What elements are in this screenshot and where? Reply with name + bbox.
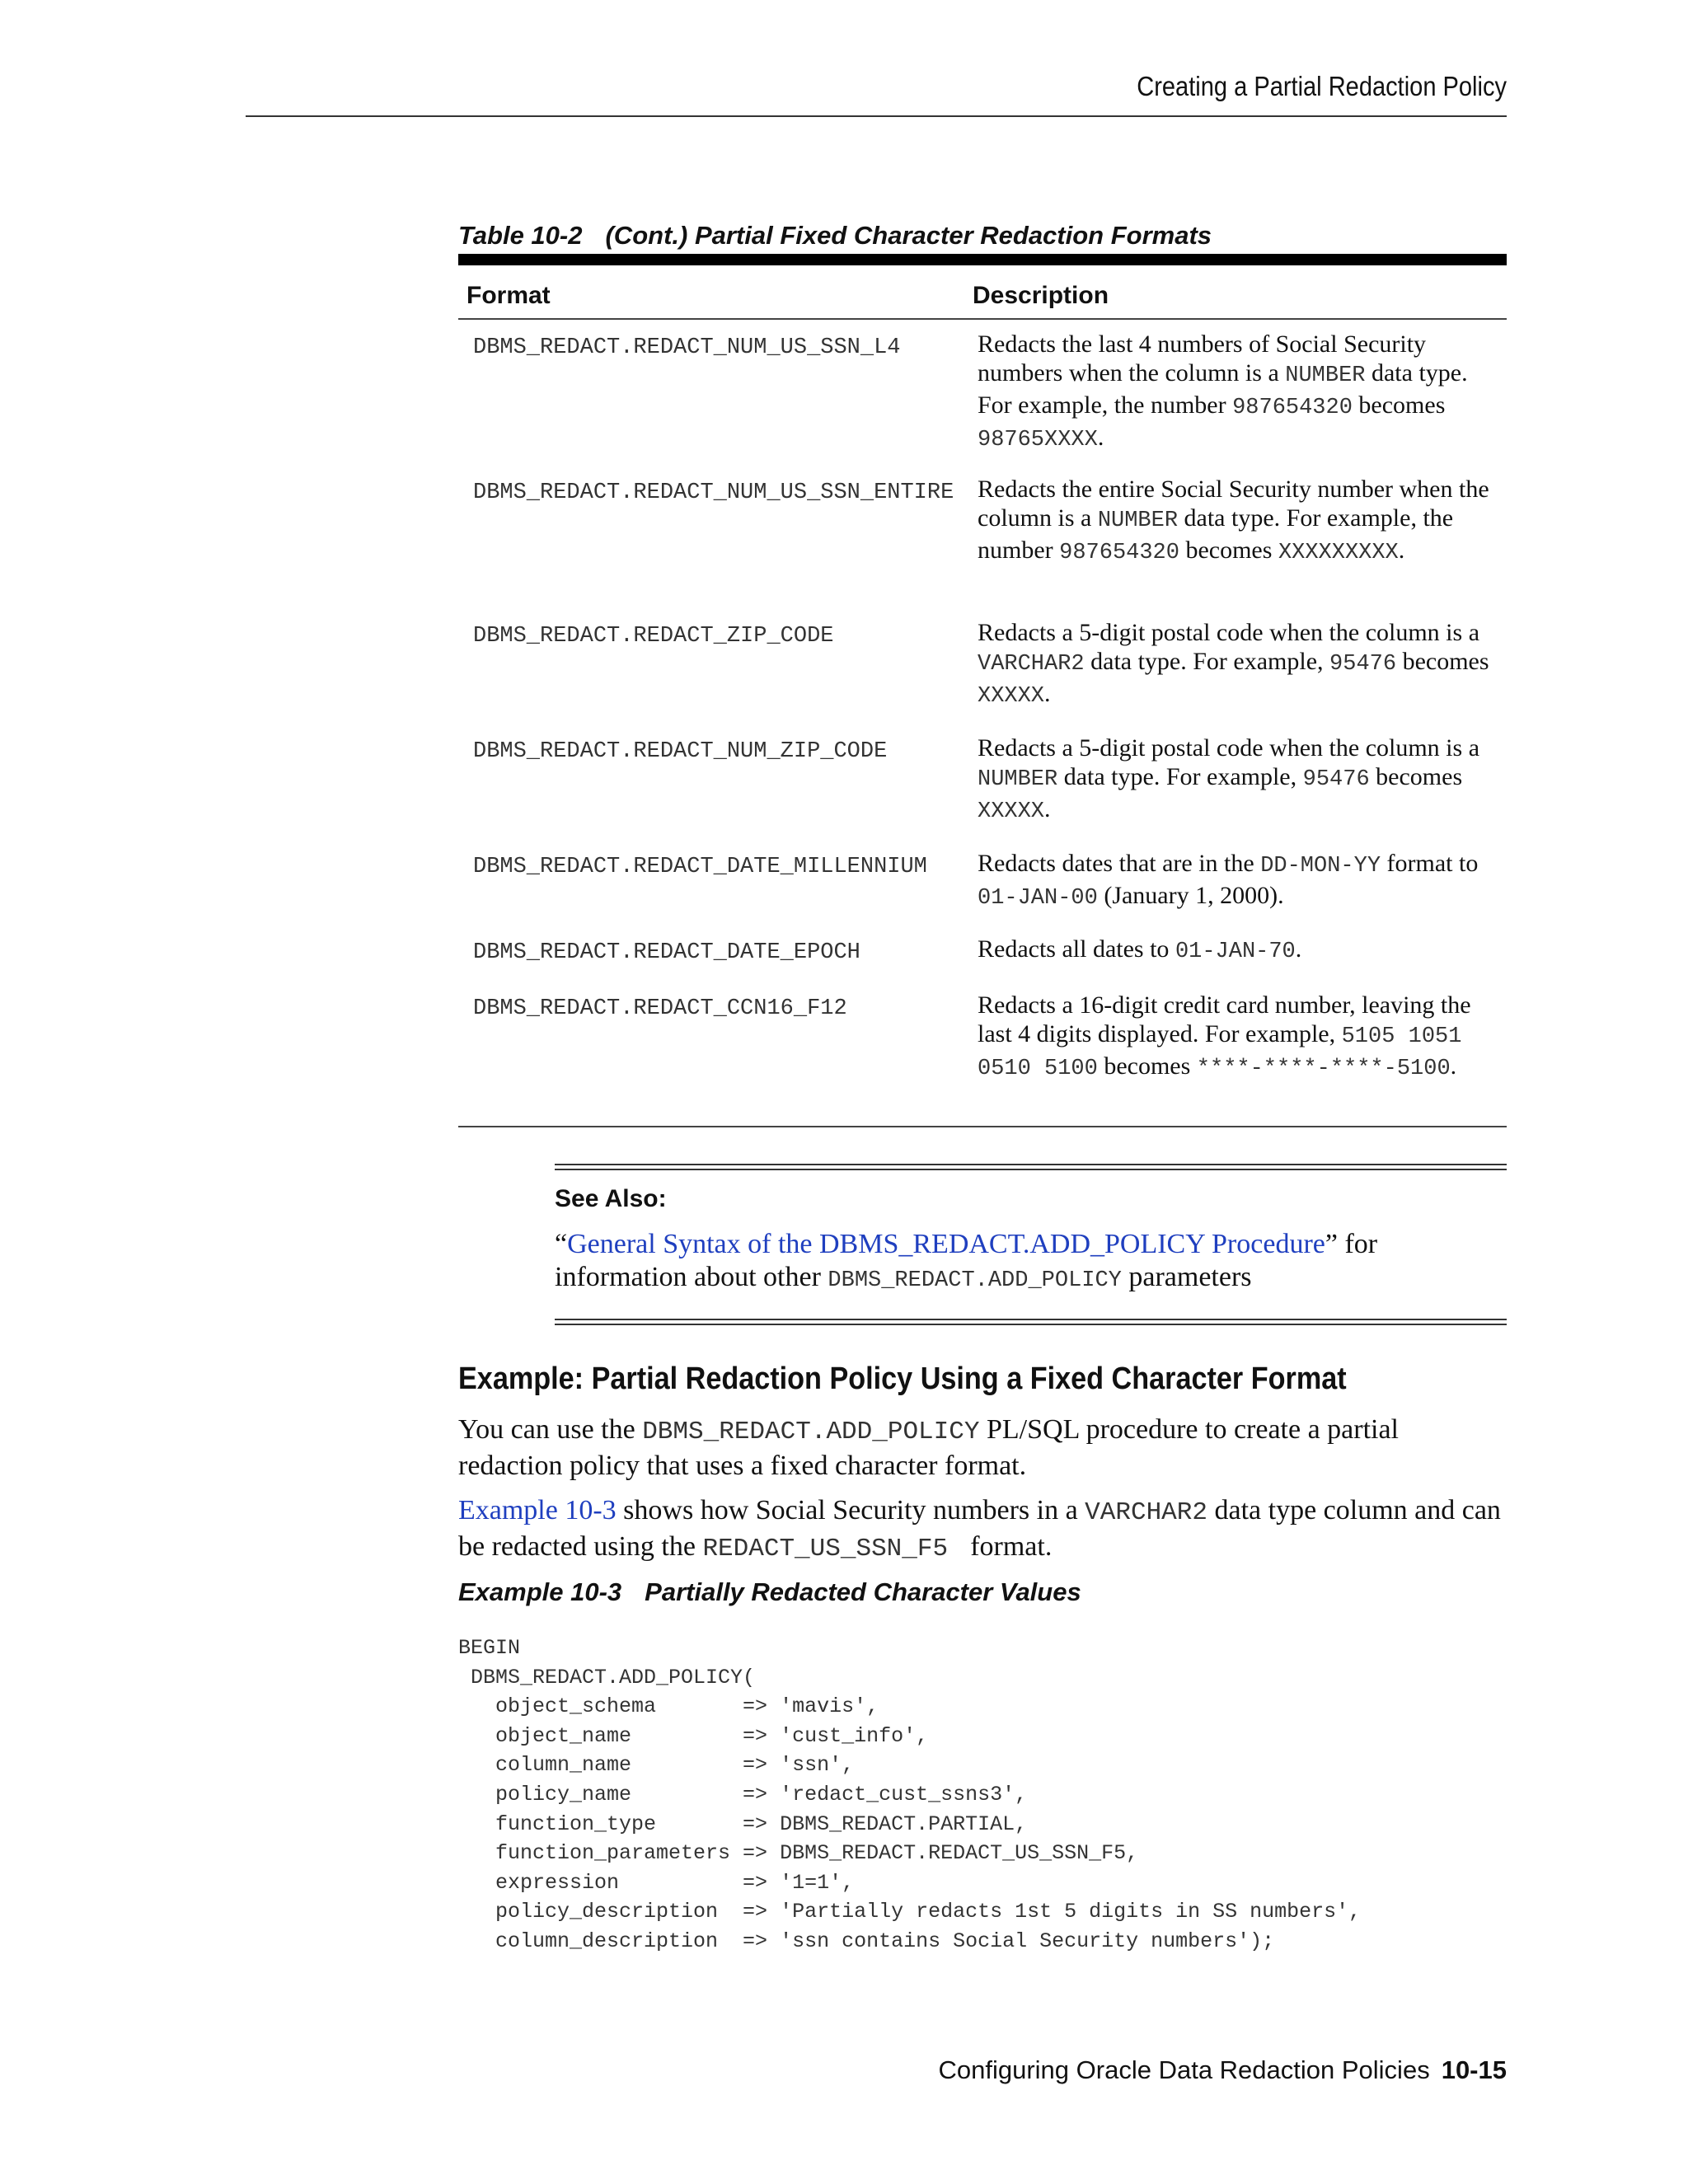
description-text: .	[1097, 424, 1104, 451]
description-text: data type. For example,	[1057, 763, 1303, 790]
description-text: (January 1, 2000).	[1097, 882, 1284, 909]
description-cell	[978, 330, 1505, 455]
description-text: Redacts a 16-digit credit card number, leaving the last 4 digits displayed. For example,	[978, 991, 1471, 1047]
table-bottom-rule	[458, 1126, 1507, 1127]
description-text: .	[1450, 1052, 1457, 1080]
format-cell: DBMS_REDACT.REDACT_DATE_MILLENNIUM	[473, 855, 927, 879]
description-text: Redacts a 5-digit postal code when the column is a	[978, 734, 1480, 762]
inline-code: 98765XXXX	[978, 428, 1098, 452]
description-text: data type. For example, the number	[978, 504, 1454, 564]
inline-code: NUMBER	[978, 767, 1058, 792]
see-also-code: DBMS_REDACT.ADD_POLICY	[828, 1268, 1122, 1293]
para-code: VARCHAR2	[1085, 1498, 1207, 1527]
description-cell	[978, 849, 1505, 913]
format-cell: DBMS_REDACT.REDACT_DATE_EPOCH	[473, 940, 860, 965]
format-cell: DBMS_REDACT.REDACT_NUM_US_SSN_L4	[473, 335, 901, 360]
table-caption-title: (Cont.) Partial Fixed Character Redaction Formats	[605, 221, 1212, 250]
inline-code: 01-JAN-70	[1175, 940, 1296, 964]
description-text: Redacts a 5-digit postal code when the column is a	[978, 619, 1480, 646]
description-cell	[978, 991, 1505, 1084]
description-text: Redacts the entire Social Security number when the column is a	[978, 476, 1489, 532]
inline-code: 5105 1051 0510 5100	[978, 1024, 1462, 1081]
description-text: becomes	[1179, 537, 1278, 564]
see-also-heading: See Also:	[555, 1185, 667, 1212]
description-text: becomes	[1097, 1052, 1197, 1080]
example-caption	[458, 1577, 1081, 1607]
para-text: shows how Social Security numbers in a	[616, 1495, 1085, 1526]
example-caption-label: Example 10-3	[458, 1577, 622, 1606]
see-also-bottom-rule	[555, 1319, 1507, 1325]
table-caption-label: Table 10-2	[458, 221, 583, 250]
inline-code: XXXXX	[978, 799, 1045, 824]
inline-code: NUMBER	[1097, 509, 1179, 533]
format-cell: DBMS_REDACT.REDACT_NUM_US_SSN_ENTIRE	[473, 480, 954, 505]
inline-code: ****-****-****-5100	[1196, 1057, 1451, 1081]
para-text: You can use the	[458, 1414, 643, 1445]
para-code: REDACT_US_SSN_F5	[702, 1535, 964, 1563]
description-text: becomes	[1369, 763, 1463, 790]
description-text: data type. For example,	[1084, 648, 1330, 675]
description-text: .	[1044, 680, 1051, 707]
para-text: format.	[963, 1531, 1053, 1562]
table-top-rule	[458, 254, 1507, 265]
see-also-body	[555, 1228, 1494, 1297]
description-text: format to	[1381, 850, 1479, 877]
inline-code: 987654320	[1059, 541, 1179, 565]
see-also-text: for information about other	[555, 1229, 1378, 1292]
description-text: data type. For example, the number	[978, 359, 1468, 419]
para-text: PL/SQL procedure to create a partial redaction policy that uses a fixed character format.	[458, 1414, 1400, 1481]
description-cell	[978, 475, 1505, 568]
description-text: Redacts dates that are in the	[978, 850, 1261, 877]
header-row-rule	[458, 318, 1507, 320]
column-header-format: Format	[467, 282, 551, 309]
description-cell	[978, 733, 1505, 827]
format-cell: DBMS_REDACT.REDACT_NUM_ZIP_CODE	[473, 739, 888, 764]
page-footer	[246, 2055, 1507, 2085]
inline-code: 95476	[1302, 767, 1370, 792]
inline-code: 01-JAN-00	[978, 886, 1098, 911]
description-cell	[978, 935, 1505, 967]
format-cell: DBMS_REDACT.REDACT_CCN16_F12	[473, 996, 847, 1021]
description-cell	[978, 618, 1505, 711]
format-cell: DBMS_REDACT.REDACT_ZIP_CODE	[473, 624, 834, 649]
paragraph	[458, 1413, 1507, 1483]
para-text: data type column and can be redacted using the	[458, 1495, 1501, 1562]
quote-open: “	[555, 1229, 568, 1259]
footer-title: Configuring Oracle Data Redaction Policies	[938, 2055, 1430, 2084]
paragraph	[458, 1493, 1507, 1566]
header-rule	[246, 115, 1507, 117]
section-heading: Example: Partial Redaction Policy Using a Fixed Character Format	[458, 1361, 1347, 1396]
see-also-text-end: parameters	[1121, 1262, 1252, 1292]
description-text: .	[1044, 795, 1051, 823]
description-text: becomes	[1396, 648, 1489, 675]
inline-code: 987654320	[1232, 396, 1353, 420]
inline-code: VARCHAR2	[978, 652, 1085, 677]
page-number: 10-15	[1441, 2055, 1507, 2084]
description-text: .	[1398, 537, 1405, 564]
example-10-3-link[interactable]: Example 10-3	[458, 1495, 617, 1526]
code-block: BEGIN DBMS_REDACT.ADD_POLICY( object_schema => 'mavis', object_name => 'cust_info', column_name => 'ssn', policy_name => 'redact_cust_ssns3', function_type => DBMS_REDACT.PARTIAL, function_parameters => DBMS_REDACT.REDACT_US_SSN_F5, expression => '1=1', policy_description => 'Partially redacts 1st 5 digits in SS numbers', column_description => 'ssn contains Social Security numbers');	[458, 1636, 1362, 1953]
table-caption	[458, 221, 1212, 251]
description-text: becomes	[1352, 391, 1446, 419]
para-code: DBMS_REDACT.ADD_POLICY	[642, 1418, 980, 1446]
inline-code: XXXXX	[978, 684, 1045, 709]
see-also-top-rule	[555, 1164, 1507, 1170]
description-text: Redacts the last 4 numbers of Social Security numbers when the column is a	[978, 330, 1427, 387]
inline-code: 95476	[1329, 652, 1397, 677]
running-header: Creating a Partial Redaction Policy	[1137, 71, 1507, 101]
description-text: Redacts all dates to	[978, 935, 1175, 963]
inline-code: XXXXXXXXX	[1278, 541, 1399, 565]
quote-close: ”	[1325, 1229, 1338, 1259]
column-header-description: Description	[973, 282, 1109, 309]
inline-code: DD-MON-YY	[1260, 854, 1381, 879]
inline-code: NUMBER	[1285, 363, 1366, 388]
example-caption-title: Partially Redacted Character Values	[645, 1577, 1081, 1606]
description-text: .	[1295, 935, 1302, 963]
general-syntax-link[interactable]: General Syntax of the DBMS_REDACT.ADD_POLICY Procedure	[567, 1229, 1325, 1259]
